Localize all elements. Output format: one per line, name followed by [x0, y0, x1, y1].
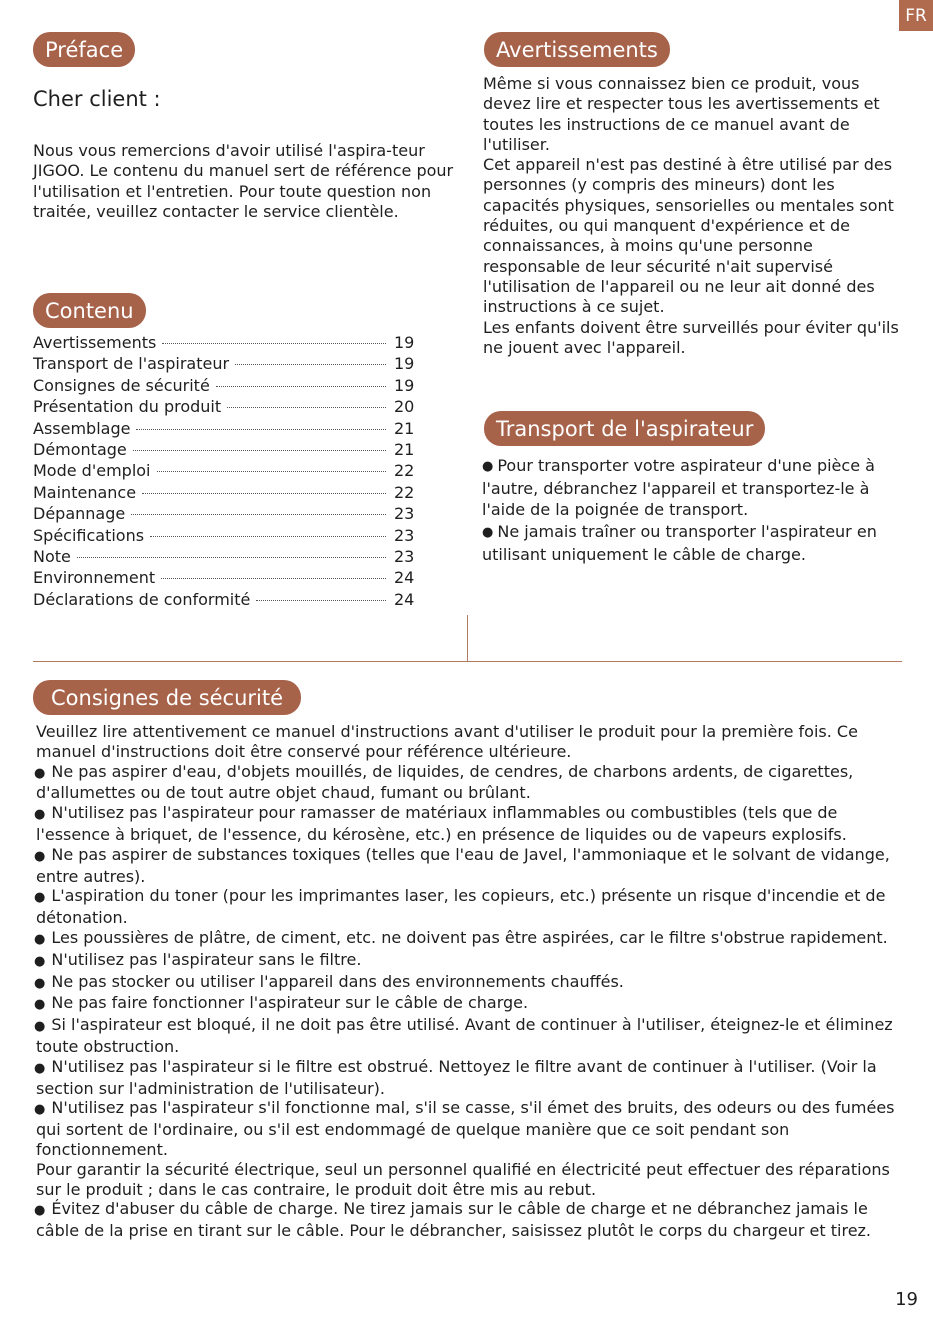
contents-heading: Contenu: [33, 293, 146, 328]
bullet-icon: ●: [34, 975, 46, 991]
safety-paragraph: [36, 722, 906, 762]
toc-entry-name: Assemblage: [33, 418, 131, 438]
safety-text: N'utilisez pas l'aspirateur si le filtre est obstrué. Nettoyez le filtre avant de continuer à l'utiliser. (Voir la section sur l'administration de l'utilisateur).: [36, 1056, 877, 1098]
safety-text: N'utilisez pas l'aspirateur s'il fonctionne mal, s'il se casse, s'il émet des bruits, des odeurs ou des fumées qui sortent de l'ordinaire, ou s'il est endommagé de quelque manière que ce soit pendant son fonctionnement.: [36, 1098, 895, 1159]
preface-body: Nous vous remercions d'avoir utilisé l'aspira-teur JIGOO. Le contenu du manuel sert de référence pour l'utilisation et l'entretien. Pour toute question non traitée, veuillez contacter le service clientèle.: [33, 141, 454, 221]
toc-leader: [235, 364, 386, 365]
bullet-icon: ●: [482, 524, 494, 540]
safety-heading: Consignes de sécurité: [33, 680, 301, 715]
toc-leader: [133, 450, 386, 451]
page-number: 19: [895, 1289, 918, 1310]
bullet-icon: ●: [34, 848, 46, 864]
safety-bullet: [36, 950, 906, 972]
toc-entry: [33, 461, 418, 482]
toc-leader: [150, 536, 386, 537]
bullet-icon: ●: [34, 1203, 46, 1219]
toc-leader: [161, 578, 386, 579]
toc-entry: [33, 376, 418, 397]
toc-entry: [33, 526, 418, 547]
table-of-contents: [33, 333, 418, 611]
bullet-icon: ●: [34, 765, 46, 781]
bullet-icon: ●: [34, 997, 46, 1013]
toc-leader: [162, 343, 386, 344]
toc-leader: [216, 386, 386, 387]
safety-text: L'aspiration du toner (pour les imprimantes laser, les copieurs, etc.) présente un risque d'incendie et de détonation.: [36, 886, 886, 928]
toc-entry-page: 19: [394, 375, 415, 395]
toc-leader: [227, 407, 386, 408]
bullet-icon: ●: [34, 953, 46, 969]
safety-text: Pour garantir la sécurité électrique, seul un personnel qualifié en électricité peut effectuer des réparations sur le produit ; dans le cas contraire, le produit doit être mis au rebut.: [36, 1159, 890, 1199]
bullet-icon: ●: [34, 807, 46, 823]
toc-leader: [256, 600, 386, 601]
language-tab: FR: [899, 0, 933, 31]
safety-bullet: [36, 1098, 906, 1159]
safety-text: Ne pas aspirer d'eau, d'objets mouillés, de liquides, de cendres, de charbons ardents, de cigarettes, d'allumettes ou de tout autre objet chaud, fumant ou brûlant.: [36, 761, 854, 803]
safety-instructions: [36, 722, 906, 1241]
toc-leader: [77, 557, 386, 558]
toc-entry-name: Dépannage: [33, 504, 126, 524]
safety-text: Les poussières de plâtre, de ciment, etc. ne doivent pas être aspirées, car le filtre s'obstrue rapidement.: [51, 927, 888, 947]
toc-entry-page: 24: [394, 589, 415, 609]
safety-text: Si l'aspirateur est bloqué, il ne doit pas être utilisé. Avant de continuer à l'utiliser, éteignez-le et éliminez toute obstruction.: [36, 1015, 893, 1056]
toc-entry-name: Note: [33, 546, 71, 566]
toc-entry-name: Maintenance: [33, 482, 137, 502]
toc-leader: [157, 471, 387, 472]
toc-entry-page: 22: [394, 461, 415, 481]
toc-leader: [142, 493, 386, 494]
toc-entry-name: Déclarations de conformité: [33, 589, 251, 609]
toc-entry-page: 21: [394, 439, 415, 459]
toc-entry: [33, 419, 418, 440]
transport-bullet: [482, 521, 910, 565]
toc-entry-name: Spécifications: [33, 525, 145, 545]
bullet-icon: ●: [34, 1060, 46, 1076]
toc-entry-page: 22: [394, 482, 415, 502]
toc-entry: [33, 354, 418, 375]
safety-text: Ne pas stocker ou utiliser l'appareil dans des environnements chauffés.: [51, 971, 624, 991]
toc-entry: [33, 483, 418, 504]
toc-entry-name: Avertissements: [33, 333, 157, 352]
transport-bullet: [482, 455, 910, 521]
preface-heading: Préface: [33, 32, 135, 67]
toc-entry-page: 23: [394, 525, 415, 545]
transport-bullet-text: Ne jamais traîner ou transporter l'aspirateur en utilisant uniquement le câble de charge.: [482, 521, 877, 564]
bullet-icon: ●: [34, 890, 46, 906]
toc-entry-name: Démontage: [33, 439, 127, 459]
safety-text: N'utilisez pas l'aspirateur sans le filtre.: [51, 949, 362, 969]
greeting: Cher client :: [33, 87, 161, 111]
toc-entry: [33, 568, 418, 589]
toc-entry-page: 19: [394, 333, 415, 352]
transport-heading: Transport de l'aspirateur: [484, 411, 765, 446]
toc-entry-name: Transport de l'aspirateur: [33, 354, 230, 374]
safety-text: Évitez d'abuser du câble de charge. Ne tirez jamais sur le câble de charge et ne débranchez jamais le câble de la prise en tirant sur le câble. Pour le débrancher, saisissez plutôt le corps du chargeur et tirez.: [36, 1199, 872, 1241]
toc-entry-page: 24: [394, 568, 415, 588]
toc-entry-page: 20: [394, 397, 415, 417]
warnings-body: Même si vous connaissez bien ce produit, vous devez lire et respecter tous les avertissements et toutes les instructions de ce manuel avant de l'utiliser. Cet appareil n'est pas destiné à être utilisé par des personnes (y compris des mineurs) dont les capacités physiques, sensorielles ou mentales sont réduites, ou qui manquent d'expérience et de connaissances, à moins qu'une personne responsable de leur sécurité n'ait supervisé l'utilisation de l'appareil ou ne leur ait donné des instructions à ce sujet. Les enfants doivent être surveillés pour éviter qu'ils ne jouent avec l'appareil.: [483, 74, 899, 357]
warnings-heading: Avertissements: [484, 32, 670, 67]
safety-bullet: [36, 845, 906, 887]
toc-entry-page: 21: [394, 418, 415, 438]
safety-bullet: [36, 762, 906, 804]
toc-entry-name: Consignes de sécurité: [33, 375, 210, 395]
toc-entry-name: Mode d'emploi: [33, 461, 151, 481]
safety-paragraph: [36, 1160, 906, 1200]
safety-text: Veuillez lire attentivement ce manuel d'instructions avant d'utiliser le produit pour la première fois. Ce manuel d'instructions doit être conservé pour référence ultérieure.: [36, 722, 858, 761]
safety-text: Ne pas faire fonctionner l'aspirateur sur le câble de charge.: [51, 993, 529, 1013]
safety-bullet: [36, 972, 906, 994]
toc-entry-page: 19: [394, 354, 415, 374]
safety-bullet: [36, 1015, 906, 1057]
toc-entry-name: Présentation du produit: [33, 397, 222, 417]
safety-bullet: [36, 1057, 906, 1099]
safety-text: Ne pas aspirer de substances toxiques (telles que l'eau de Javel, l'ammoniaque et le solvant de vidange, entre autres).: [36, 844, 890, 886]
toc-leader: [136, 429, 386, 430]
toc-entry-page: 23: [394, 504, 415, 524]
transport-bullet-text: Pour transporter votre aspirateur d'une pièce à l'autre, débranchez l'appareil et transportez-le à l'aide de la poignée de transport.: [482, 456, 875, 520]
toc-entry: [33, 333, 418, 354]
transport-body: [482, 455, 910, 565]
bullet-icon: ●: [34, 1019, 46, 1035]
toc-entry: [33, 397, 418, 418]
toc-entry-page: 23: [394, 546, 415, 566]
toc-entry-name: Environnement: [33, 568, 156, 588]
toc-entry: [33, 504, 418, 525]
bullet-icon: ●: [482, 459, 494, 474]
column-divider: [467, 615, 468, 661]
section-divider: [33, 661, 902, 662]
bullet-icon: ●: [34, 931, 46, 947]
safety-bullet: [36, 803, 906, 845]
toc-leader: [131, 514, 386, 515]
safety-bullet: [36, 1199, 906, 1241]
safety-bullet: [36, 993, 906, 1015]
safety-text: N'utilisez pas l'aspirateur pour ramasser de matériaux inflammables ou combustibles (tels que de l'essence à briquet, de l'essence, du kérosène, etc.) en présence de liquides ou de vapeurs explosifs.: [36, 803, 847, 844]
toc-entry: [33, 547, 418, 568]
safety-bullet: [36, 928, 906, 950]
safety-bullet: [36, 886, 906, 928]
toc-entry: [33, 590, 418, 611]
bullet-icon: ●: [34, 1102, 46, 1118]
toc-entry: [33, 440, 418, 461]
